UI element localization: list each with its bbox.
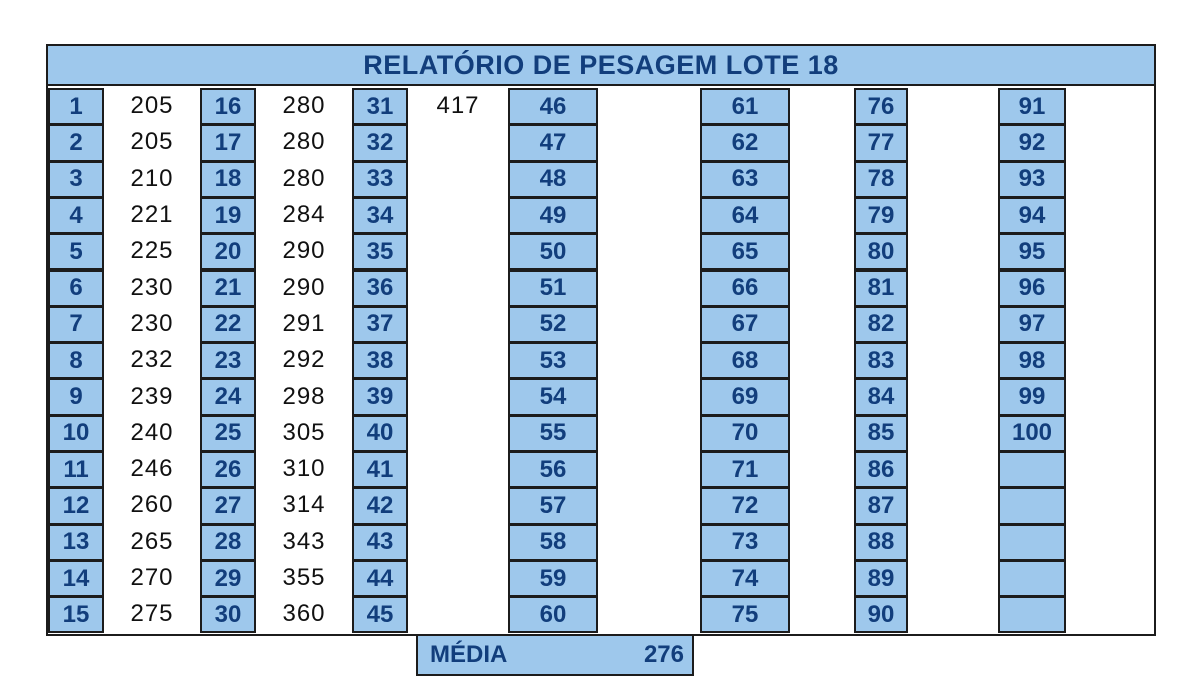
weight-value-cell <box>908 197 998 233</box>
weight-value-cell <box>1066 197 1152 233</box>
weight-value-cell: 205 <box>104 88 200 124</box>
lot-number-cell: 44 <box>352 560 408 597</box>
weight-value-cell: 417 <box>408 88 508 124</box>
lot-number-cell: 40 <box>352 415 408 452</box>
lot-number-cell: 71 <box>700 451 790 488</box>
weight-value-cell: 221 <box>104 197 200 233</box>
lot-number-cell: 56 <box>508 451 598 488</box>
lot-number-cell: 46 <box>508 88 598 125</box>
weight-value-cell: 230 <box>104 270 200 306</box>
lot-number-cell: 63 <box>700 161 790 198</box>
lot-number-cell: 85 <box>854 415 908 452</box>
weight-value-cell <box>1066 88 1152 124</box>
lot-number-cell: 32 <box>352 124 408 161</box>
lot-number-cell: 89 <box>854 560 908 597</box>
weight-value-cell <box>908 487 998 523</box>
lot-number-cell: 8 <box>48 342 104 379</box>
lot-number-cell: 65 <box>700 233 790 270</box>
lot-number-cell: 60 <box>508 596 598 633</box>
lot-number-cell: 19 <box>200 197 256 234</box>
lot-number-cell: 55 <box>508 415 598 452</box>
lot-number-cell: 66 <box>700 270 790 307</box>
lot-number-cell: 64 <box>700 197 790 234</box>
lot-number-cell: 4 <box>48 197 104 234</box>
lot-number-cell: 41 <box>352 451 408 488</box>
weight-value-cell <box>908 451 998 487</box>
weight-value-cell: 280 <box>256 124 352 160</box>
lot-number-cell: 90 <box>854 596 908 633</box>
lot-number-cell: 82 <box>854 306 908 343</box>
weight-value-cell <box>790 415 854 451</box>
weight-value-cell: 314 <box>256 487 352 523</box>
weight-value-cell: 280 <box>256 88 352 124</box>
weight-value-cell: 270 <box>104 560 200 596</box>
lot-number-cell: 93 <box>998 161 1066 198</box>
lot-number-cell: 25 <box>200 415 256 452</box>
lot-number-cell: 35 <box>352 233 408 270</box>
weight-value-cell <box>1066 560 1152 596</box>
empty-number-cell <box>998 596 1066 633</box>
weight-value-cell: 310 <box>256 451 352 487</box>
weight-value-cell <box>408 524 508 560</box>
lot-number-cell: 98 <box>998 342 1066 379</box>
weight-value-cell <box>790 197 854 233</box>
lot-number-cell: 15 <box>48 596 104 633</box>
lot-number-cell: 33 <box>352 161 408 198</box>
lot-number-cell: 94 <box>998 197 1066 234</box>
lot-number-cell: 77 <box>854 124 908 161</box>
weight-value-cell <box>1066 161 1152 197</box>
lot-number-cell: 21 <box>200 270 256 307</box>
weight-value-cell <box>598 487 700 523</box>
lot-number-cell: 80 <box>854 233 908 270</box>
lot-number-cell: 100 <box>998 415 1066 452</box>
weight-value-cell <box>1066 306 1152 342</box>
weight-value-cell <box>1066 451 1152 487</box>
weight-value-cell <box>790 487 854 523</box>
weight-value-cell: 260 <box>104 487 200 523</box>
weight-value-cell <box>1066 415 1152 451</box>
weight-value-cell <box>408 415 508 451</box>
weight-value-cell: 360 <box>256 596 352 632</box>
weight-value-cell <box>908 415 998 451</box>
lot-number-cell: 47 <box>508 124 598 161</box>
weight-value-cell <box>408 487 508 523</box>
lot-number-cell: 7 <box>48 306 104 343</box>
weight-value-cell <box>408 560 508 596</box>
lot-number-cell: 26 <box>200 451 256 488</box>
lot-number-cell: 6 <box>48 270 104 307</box>
lot-number-cell: 86 <box>854 451 908 488</box>
weight-value-cell <box>790 161 854 197</box>
lot-number-cell: 42 <box>352 487 408 524</box>
lot-number-cell: 79 <box>854 197 908 234</box>
weight-value-cell <box>790 88 854 124</box>
weight-value-cell: 232 <box>104 342 200 378</box>
average-value: 276 <box>643 641 684 668</box>
lot-number-cell: 1 <box>48 88 104 125</box>
weight-value-cell: 240 <box>104 415 200 451</box>
weight-value-cell <box>1066 524 1152 560</box>
weight-value-cell <box>408 378 508 414</box>
lot-number-cell: 20 <box>200 233 256 270</box>
weight-value-cell <box>598 560 700 596</box>
lot-number-cell: 12 <box>48 487 104 524</box>
lot-number-cell: 95 <box>998 233 1066 270</box>
lot-number-cell: 30 <box>200 596 256 633</box>
weight-value-cell: 265 <box>104 524 200 560</box>
weight-value-cell <box>598 124 700 160</box>
lot-number-cell: 36 <box>352 270 408 307</box>
lot-number-cell: 38 <box>352 342 408 379</box>
weight-value-cell <box>598 161 700 197</box>
average-box <box>416 634 694 676</box>
lot-number-cell: 2 <box>48 124 104 161</box>
lot-number-cell: 58 <box>508 524 598 561</box>
empty-number-cell <box>998 487 1066 524</box>
weight-value-cell <box>598 596 700 632</box>
lot-number-cell: 69 <box>700 378 790 415</box>
lot-number-cell: 52 <box>508 306 598 343</box>
lot-number-cell: 34 <box>352 197 408 234</box>
weight-value-cell <box>408 596 508 632</box>
lot-number-cell: 97 <box>998 306 1066 343</box>
weight-value-cell: 292 <box>256 342 352 378</box>
weight-value-cell <box>908 233 998 269</box>
weight-value-cell: 305 <box>256 415 352 451</box>
weight-value-cell <box>598 342 700 378</box>
weight-value-cell <box>408 451 508 487</box>
weight-value-cell <box>408 233 508 269</box>
lot-number-cell: 72 <box>700 487 790 524</box>
weight-value-cell <box>598 197 700 233</box>
weight-value-cell <box>908 596 998 632</box>
lot-number-cell: 31 <box>352 88 408 125</box>
lot-number-cell: 17 <box>200 124 256 161</box>
lot-number-cell: 67 <box>700 306 790 343</box>
weight-value-cell: 291 <box>256 306 352 342</box>
lot-number-cell: 59 <box>508 560 598 597</box>
lot-number-cell: 50 <box>508 233 598 270</box>
weight-value-cell: 355 <box>256 560 352 596</box>
weight-value-cell: 210 <box>104 161 200 197</box>
weight-value-cell <box>790 560 854 596</box>
weight-value-cell <box>908 306 998 342</box>
empty-number-cell <box>998 560 1066 597</box>
weight-value-cell <box>908 270 998 306</box>
lot-number-cell: 48 <box>508 161 598 198</box>
lot-number-cell: 27 <box>200 487 256 524</box>
weight-value-cell <box>408 306 508 342</box>
lot-number-cell: 81 <box>854 270 908 307</box>
lot-number-cell: 43 <box>352 524 408 561</box>
lot-number-cell: 54 <box>508 378 598 415</box>
lot-number-cell: 91 <box>998 88 1066 125</box>
lot-number-cell: 10 <box>48 415 104 452</box>
lot-number-cell: 49 <box>508 197 598 234</box>
weight-value-cell: 343 <box>256 524 352 560</box>
weight-value-cell <box>908 124 998 160</box>
lot-number-cell: 83 <box>854 342 908 379</box>
weight-value-cell <box>908 378 998 414</box>
lot-number-cell: 51 <box>508 270 598 307</box>
lot-number-cell: 13 <box>48 524 104 561</box>
weight-value-cell <box>790 306 854 342</box>
empty-number-cell <box>998 451 1066 488</box>
weight-value-cell <box>790 596 854 632</box>
lot-number-cell: 9 <box>48 378 104 415</box>
weight-value-cell <box>1066 270 1152 306</box>
lot-number-cell: 96 <box>998 270 1066 307</box>
weight-value-cell <box>908 161 998 197</box>
lot-number-cell: 45 <box>352 596 408 633</box>
lot-number-cell: 5 <box>48 233 104 270</box>
lot-number-cell: 11 <box>48 451 104 488</box>
weight-value-cell <box>598 415 700 451</box>
weight-value-cell <box>598 233 700 269</box>
weight-value-cell <box>1066 487 1152 523</box>
weight-value-cell: 246 <box>104 451 200 487</box>
weight-value-cell: 290 <box>256 270 352 306</box>
lot-number-cell: 92 <box>998 124 1066 161</box>
lot-number-cell: 99 <box>998 378 1066 415</box>
weight-value-cell <box>598 88 700 124</box>
lot-number-cell: 57 <box>508 487 598 524</box>
weight-value-cell <box>598 306 700 342</box>
lot-number-cell: 23 <box>200 342 256 379</box>
weight-value-cell: 275 <box>104 596 200 632</box>
weight-value-cell <box>790 524 854 560</box>
lot-number-cell: 74 <box>700 560 790 597</box>
lot-number-cell: 16 <box>200 88 256 125</box>
weight-value-cell <box>1066 233 1152 269</box>
report-title: RELATÓRIO DE PESAGEM LOTE 18 <box>48 46 1154 86</box>
weighing-report-table <box>46 44 1156 636</box>
lot-number-cell: 61 <box>700 88 790 125</box>
weight-value-cell <box>1066 342 1152 378</box>
weight-value-cell: 284 <box>256 197 352 233</box>
weight-value-cell <box>598 378 700 414</box>
lot-number-cell: 18 <box>200 161 256 198</box>
lot-number-cell: 22 <box>200 306 256 343</box>
lot-number-cell: 37 <box>352 306 408 343</box>
weight-value-cell <box>1066 378 1152 414</box>
weight-value-cell <box>790 233 854 269</box>
weight-value-cell <box>908 560 998 596</box>
weight-value-cell <box>598 451 700 487</box>
weight-value-cell <box>908 88 998 124</box>
weight-value-cell: 205 <box>104 124 200 160</box>
weight-value-cell <box>408 124 508 160</box>
lot-number-cell: 70 <box>700 415 790 452</box>
weight-value-cell <box>408 270 508 306</box>
lot-number-cell: 87 <box>854 487 908 524</box>
lot-number-cell: 68 <box>700 342 790 379</box>
lot-number-cell: 24 <box>200 378 256 415</box>
weight-value-cell: 239 <box>104 378 200 414</box>
lot-number-cell: 39 <box>352 378 408 415</box>
weight-value-cell <box>908 524 998 560</box>
lot-number-cell: 29 <box>200 560 256 597</box>
weight-value-cell: 225 <box>104 233 200 269</box>
weight-value-cell <box>790 124 854 160</box>
lot-number-cell: 78 <box>854 161 908 198</box>
weight-value-cell <box>908 342 998 378</box>
weight-value-cell <box>408 197 508 233</box>
weight-value-cell: 280 <box>256 161 352 197</box>
weight-value-cell <box>408 161 508 197</box>
weight-value-cell <box>408 342 508 378</box>
lot-number-cell: 14 <box>48 560 104 597</box>
weight-value-cell: 298 <box>256 378 352 414</box>
weight-value-cell: 290 <box>256 233 352 269</box>
weight-value-cell <box>790 270 854 306</box>
lot-number-cell: 62 <box>700 124 790 161</box>
weight-value-cell <box>790 378 854 414</box>
lot-number-cell: 75 <box>700 596 790 633</box>
weight-value-cell <box>598 524 700 560</box>
empty-number-cell <box>998 524 1066 561</box>
weight-value-cell <box>1066 124 1152 160</box>
lot-number-cell: 76 <box>854 88 908 125</box>
weight-value-cell: 230 <box>104 306 200 342</box>
lot-number-cell: 53 <box>508 342 598 379</box>
lot-number-cell: 84 <box>854 378 908 415</box>
weight-value-cell <box>1066 596 1152 632</box>
lot-number-cell: 88 <box>854 524 908 561</box>
weight-value-cell <box>790 342 854 378</box>
weight-value-cell <box>790 451 854 487</box>
lot-number-cell: 73 <box>700 524 790 561</box>
weight-value-cell <box>598 270 700 306</box>
average-label: MÉDIA <box>430 641 508 668</box>
lot-number-cell: 3 <box>48 161 104 198</box>
lot-number-cell: 28 <box>200 524 256 561</box>
